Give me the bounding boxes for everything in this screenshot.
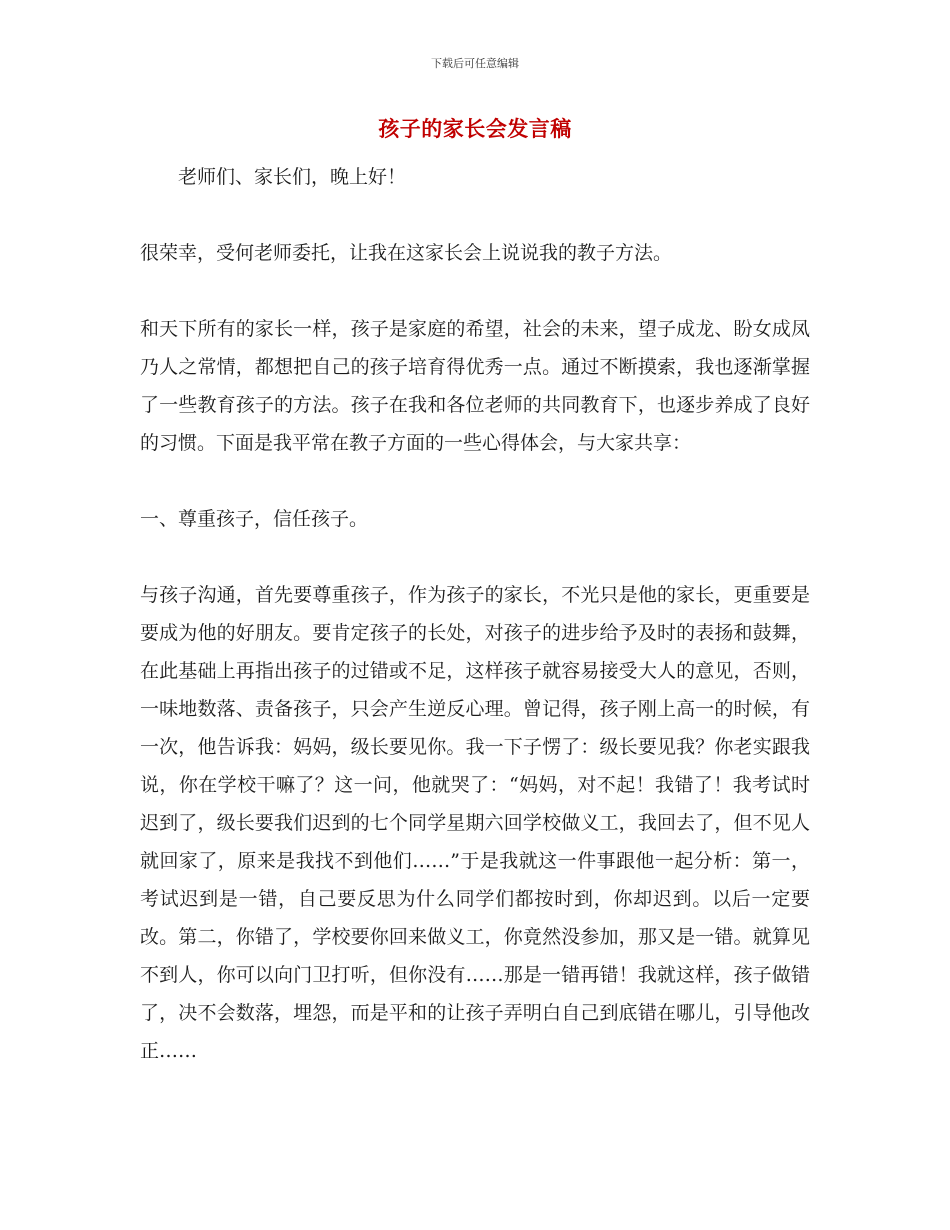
paragraph-gap <box>140 272 810 310</box>
document-title: 孩子的家长会发言稿 <box>378 117 572 141</box>
section-heading-1: 一、尊重孩子，信任孩子。 <box>140 508 369 530</box>
greeting-paragraph: 老师们、家长们，晚上好！ <box>178 166 407 188</box>
paragraph-gap <box>140 462 810 500</box>
header-note: 下载后可任意编辑 <box>431 57 519 70</box>
paragraph-gap <box>140 196 810 234</box>
body-paragraph-1: 和天下所有的家长一样，孩子是家庭的希望，社会的未来，望子成龙、盼女成凤乃人之常情，都想把自己的孩子培育得优秀一点。通过不断摸索，我也逐渐掌握了一些教育孩子的方法。孩子在我和各位老师的共同教育下，也逐步养成了良好的习惯。下面是我平常在教子方面的一些心得体会，与大家共享： <box>140 318 810 454</box>
intro-paragraph: 很荣幸，受何老师委托，让我在这家长会上说说我的教子方法。 <box>140 242 673 264</box>
body-paragraph-2: 与孩子沟通，首先要尊重孩子，作为孩子的家长，不光只是他的家长，更重要是要成为他的好朋友。要肯定孩子的长处，对孩子的进步给予及时的表扬和鼓舞，在此基础上再指出孩子的过错或不足，这样孩子就容易接受大人的意见，否则，一味地数落、责备孩子，只会产生逆反心理。曾记得，孩子刚上高一的时候，有一次，他告诉我：妈妈，级长要见你。我一下子愣了：级长要见我？你老实跟我说，你在学校干嘛了？这一问，他就哭了：“妈妈，对不起！我错了！我考试时迟到了，级长要我们迟到的七个同学星期六回学校做义工，我回去了，但不见人就回家了，原来是我找不到他们……”于是我就这一件事跟他一起分析：第一，考试迟到是一错，自己要反思为什么同学们都按时到，你却迟到。以后一定要改。第二，你错了，学校要你回来做义工，你竟然没参加，那又是一错。就算见不到人，你可以向门卫打听，但你没有……那是一错再错！我就这样，孩子做错了，决不会数落，埋怨，而是平和的让孩子弄明白自己到底错在哪儿，引导他改正…… <box>140 584 810 1062</box>
document-body <box>140 158 810 1070</box>
paragraph-gap <box>140 538 810 576</box>
